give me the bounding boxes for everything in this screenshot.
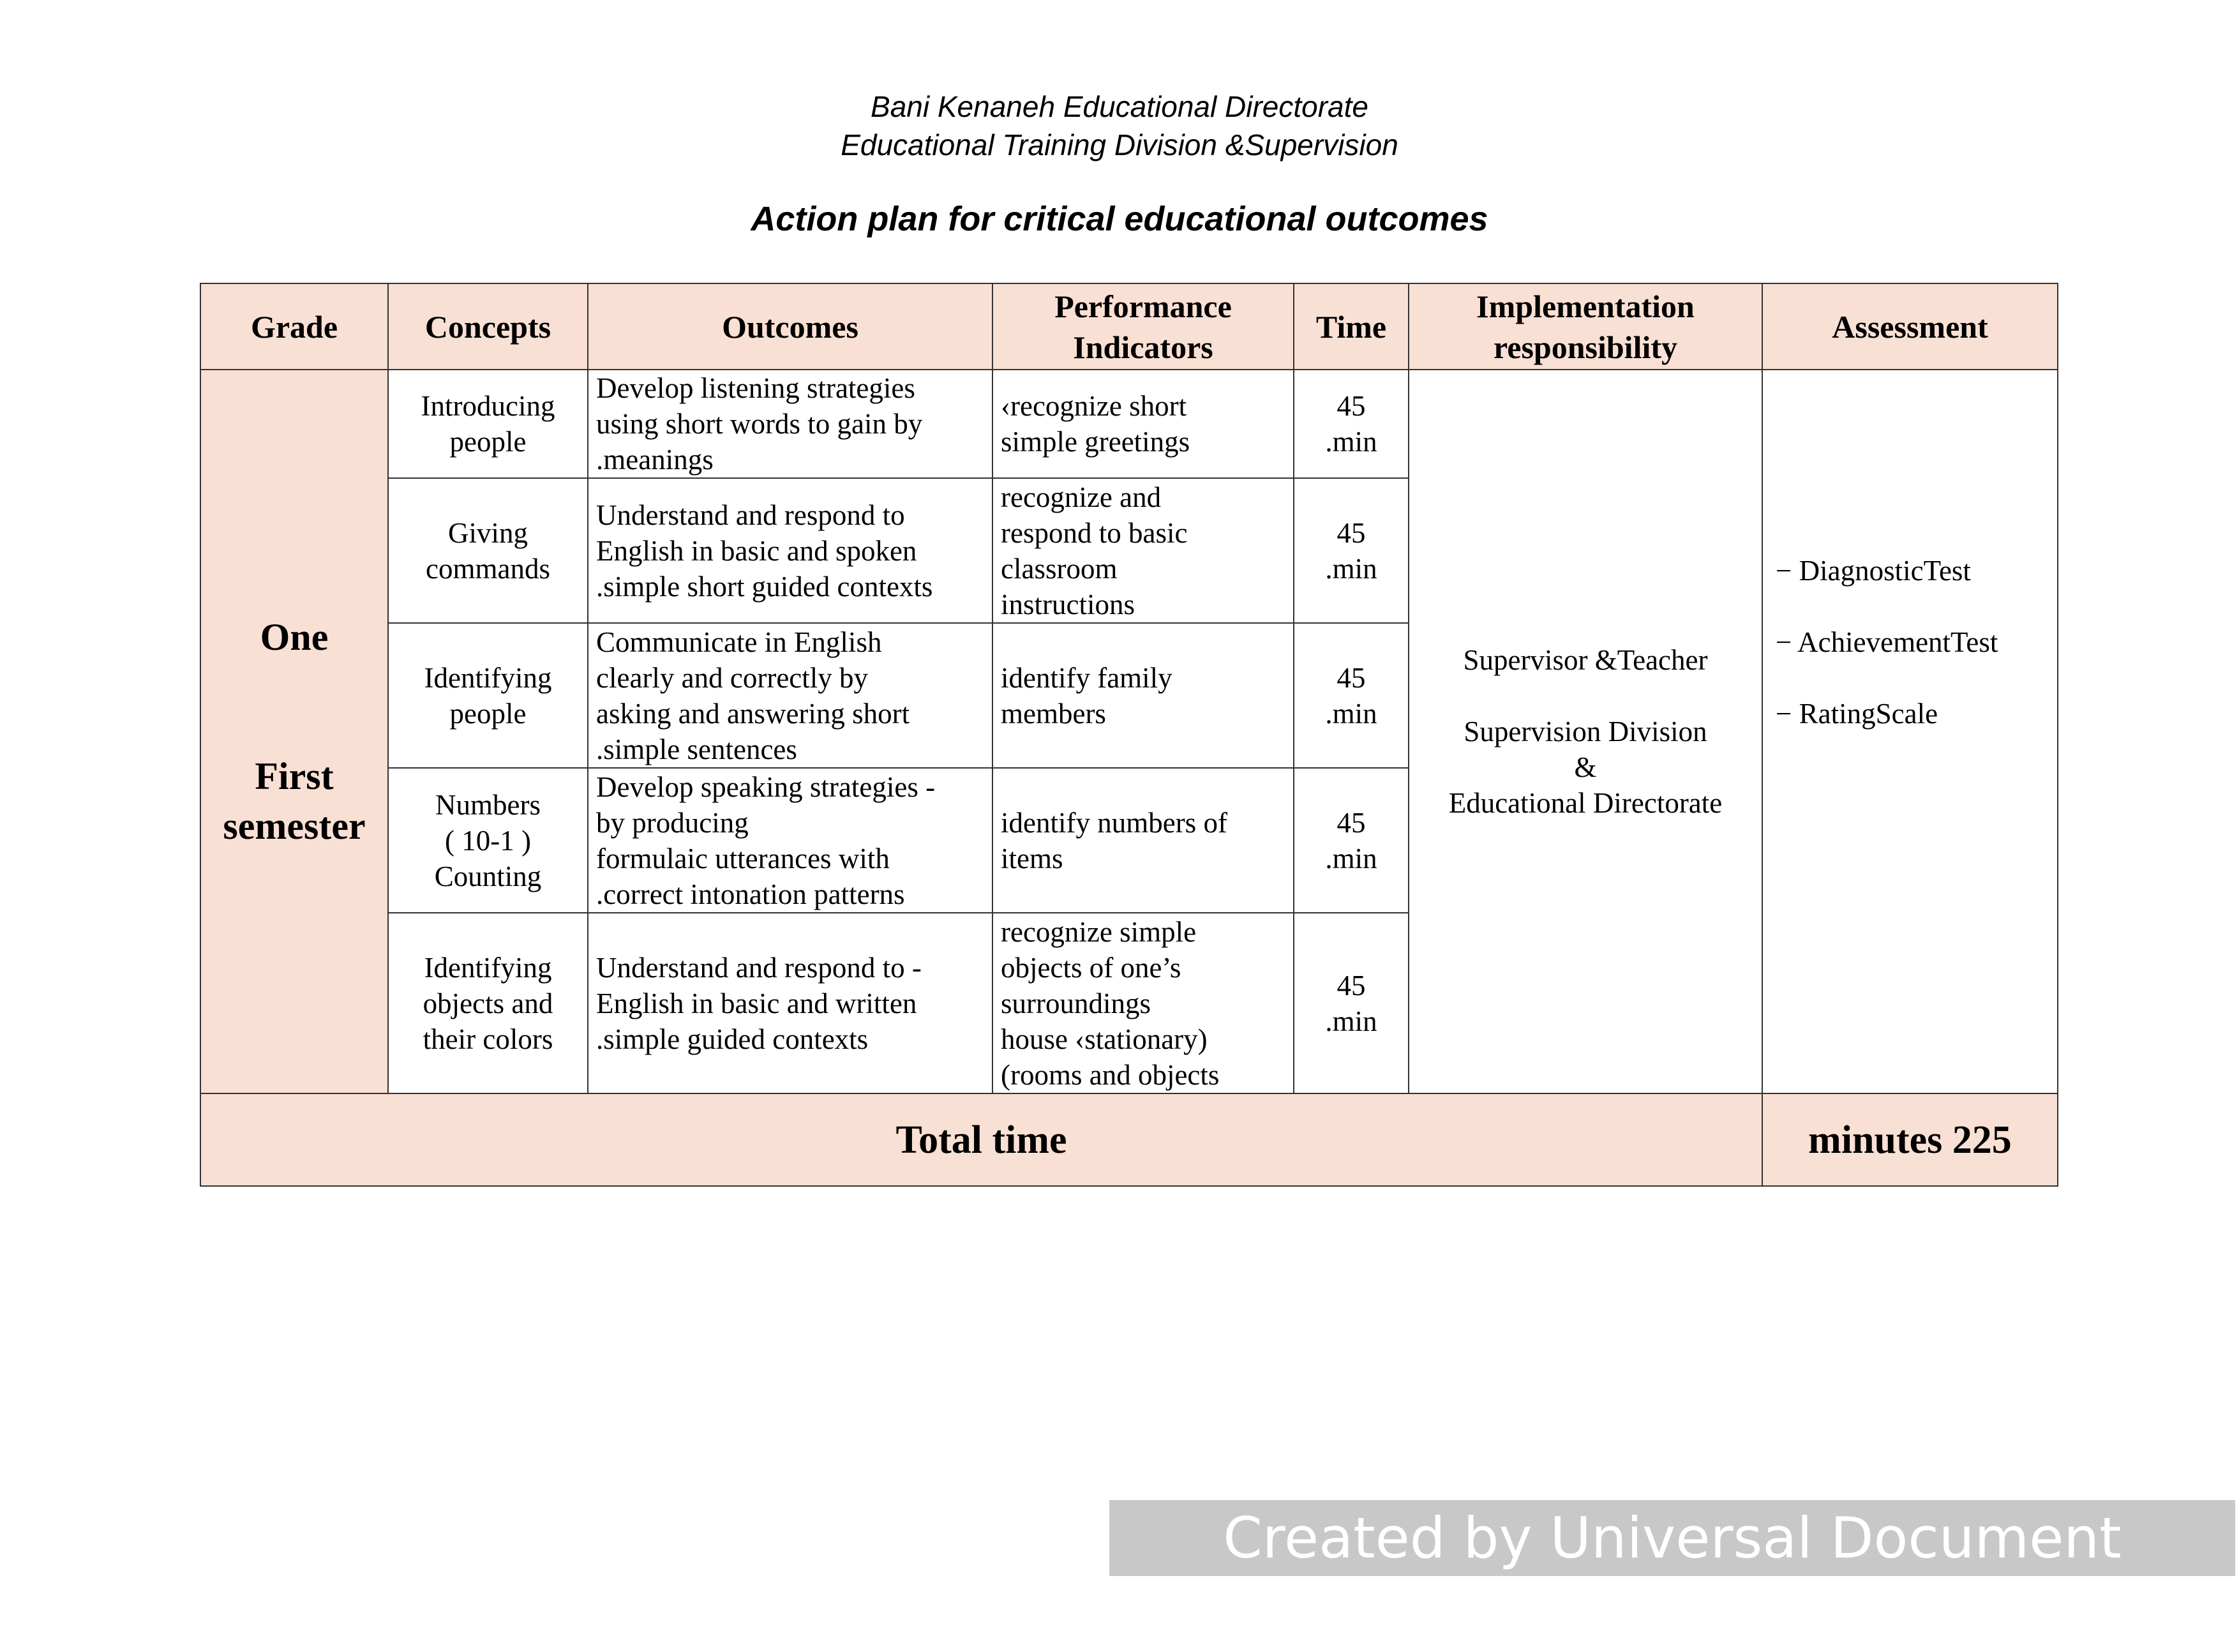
division-name: Educational Training Division &Supervision — [841, 128, 1398, 161]
outcome-cell: Develop speaking strategies - by producing formulaic utterances with .correct intonation patterns — [588, 768, 992, 913]
watermark: Created by Universal Document Converter — [1109, 1500, 2235, 1576]
concept-cell: Giving commands — [388, 478, 588, 623]
col-assessment: Assessment — [1762, 283, 2058, 370]
document-title: Action plan for critical educational outcomes — [751, 200, 1488, 238]
outcome-cell: Understand and respond to English in basic and spoken .simple short guided contexts — [588, 478, 992, 623]
action-plan-table — [200, 283, 2058, 1187]
implementation-line: Supervision Division — [1464, 716, 1707, 747]
concept-cell: Identifying people — [388, 623, 588, 768]
directorate-name: Bani Kenaneh Educational Directorate — [871, 90, 1368, 123]
implementation-line: Educational Directorate — [1448, 787, 1723, 819]
time-cell: 45 .min — [1294, 768, 1409, 913]
col-time: Time — [1294, 283, 1409, 370]
table-header-row — [200, 283, 2058, 370]
outcome-cell: Communicate in English clearly and correctly by asking and answering short .simple sentences — [588, 623, 992, 768]
indicator-cell: identify numbers of items — [992, 768, 1294, 913]
total-value: minutes 225 — [1762, 1093, 2058, 1186]
total-label: Total time — [200, 1093, 1762, 1186]
implementation-line: Supervisor &Teacher — [1463, 644, 1708, 676]
total-row — [200, 1093, 2058, 1186]
indicator-cell: ‹recognize short simple greetings — [992, 370, 1294, 478]
table-row — [200, 370, 2058, 478]
indicator-cell: identify family members — [992, 623, 1294, 768]
assessment-item: − RatingScale — [1776, 698, 1938, 730]
concept-cell: Numbers ( 10-1 ) Counting — [388, 768, 588, 913]
indicator-cell: recognize and respond to basic classroom instructions — [992, 478, 1294, 623]
outcome-cell: Develop listening strategies using short words to gain by .meanings — [588, 370, 992, 478]
assessment-item: − DiagnosticTest — [1776, 555, 1971, 587]
outcome-cell: Understand and respond to - English in basic and written .simple guided contexts — [588, 913, 992, 1093]
semester-value: First semester — [223, 755, 366, 847]
time-cell: 45 .min — [1294, 478, 1409, 623]
indicator-cell: recognize simple objects of one’s surroundings house ‹stationary) (rooms and objects — [992, 913, 1294, 1093]
col-grade: Grade — [200, 283, 388, 370]
implementation-line: & — [1574, 751, 1597, 783]
assessment-cell — [1762, 370, 2058, 1093]
assessment-item: − AchievementTest — [1776, 626, 1998, 658]
col-concepts: Concepts — [388, 283, 588, 370]
col-outcomes: Outcomes — [588, 283, 992, 370]
concept-cell: Identifying objects and their colors — [388, 913, 588, 1093]
time-cell: 45 .min — [1294, 623, 1409, 768]
concept-cell: Introducing people — [388, 370, 588, 478]
implementation-cell — [1409, 370, 1762, 1093]
time-cell: 45 .min — [1294, 370, 1409, 478]
grade-value: One — [260, 616, 329, 658]
grade-cell — [200, 370, 388, 1093]
time-cell: 45 .min — [1294, 913, 1409, 1093]
col-implementation: Implementation responsibility — [1409, 283, 1762, 370]
col-performance-indicators: Performance Indicators — [992, 283, 1294, 370]
